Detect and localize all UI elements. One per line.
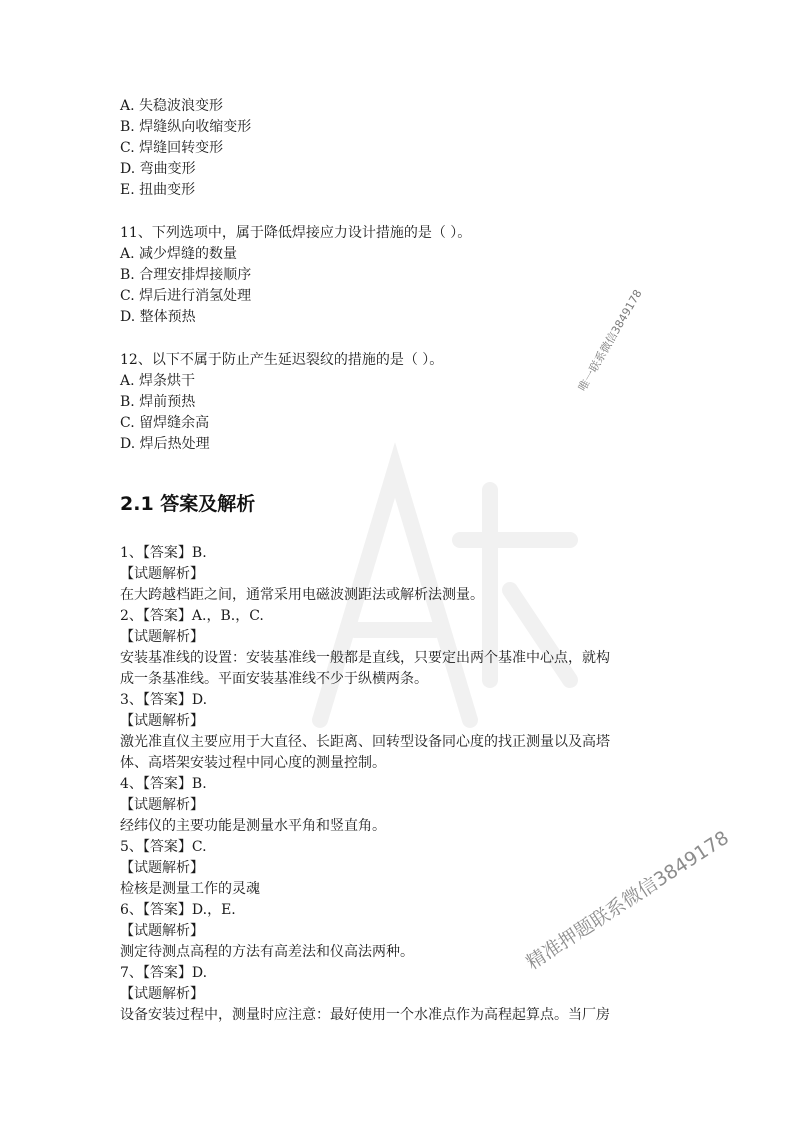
- answer-item-4: [120, 774, 700, 837]
- analysis-label: 【试题解析】: [120, 713, 204, 729]
- analysis-text: 安装基准线的设置：安装基准线一般都是直线，只要定出两个基准中心点，就构: [120, 650, 610, 666]
- option-a: A. 失稳波浪变形: [120, 98, 224, 114]
- analysis-label: 【试题解析】: [120, 797, 204, 813]
- answer-item-1: [120, 543, 700, 606]
- answer-item-2: [120, 606, 700, 690]
- section-heading: 2.1 答案及解析: [120, 493, 256, 515]
- analysis-label: 【试题解析】: [120, 566, 204, 582]
- answer-line: 1、【答案】B.: [120, 545, 207, 561]
- analysis-label: 【试题解析】: [120, 986, 204, 1002]
- watermark-small: 唯一联系微信3849178: [575, 287, 645, 394]
- analysis-label: 【试题解析】: [120, 923, 204, 939]
- option-a: A. 减少焊缝的数量: [120, 246, 238, 262]
- answer-line: 7、【答案】D.: [120, 965, 208, 981]
- analysis-text: 经纬仪的主要功能是测量水平角和竖直角。: [120, 818, 386, 834]
- analysis-text: 成一条基准线。平面安装基准线不少于纵横两条。: [120, 671, 428, 687]
- question-12: [120, 350, 700, 455]
- option-b: B. 焊缝纵向收缩变形: [120, 119, 252, 135]
- option-d: D. 焊后热处理: [120, 436, 210, 452]
- answer-line: 6、【答案】D.，E.: [120, 902, 236, 918]
- answer-item-3: [120, 690, 700, 774]
- page-content: [120, 96, 700, 1026]
- option-a: A. 焊条烘干: [120, 373, 196, 389]
- option-d: D. 整体预热: [120, 309, 196, 325]
- option-d: D. 弯曲变形: [120, 161, 196, 177]
- question-stem: 11、下列选项中，属于降低焊接应力设计措施的是（ ）。: [120, 225, 472, 241]
- option-e: E. 扭曲变形: [120, 182, 196, 198]
- option-b: B. 焊前预热: [120, 394, 196, 410]
- analysis-text: 激光准直仪主要应用于大直径、长距离、回转型设备同心度的找正测量以及高塔: [120, 734, 610, 750]
- previous-question-options: [120, 96, 700, 201]
- answer-line: 5、【答案】C.: [120, 839, 207, 855]
- option-c: C. 留焊缝余高: [120, 415, 210, 431]
- analysis-text: 体、高塔架安装过程中同心度的测量控制。: [120, 755, 386, 771]
- answer-item-7: [120, 963, 700, 1026]
- answer-line: 4、【答案】B.: [120, 776, 207, 792]
- answers-list: [120, 543, 700, 1026]
- answer-line: 2、【答案】A.，B.，C.: [120, 608, 264, 624]
- question-11: [120, 223, 700, 328]
- question-stem: 12、以下不属于防止产生延迟裂纹的措施的是（ ）。: [120, 352, 444, 368]
- watermark-large: 精准押题联系微信3849178: [522, 826, 733, 975]
- option-c: C. 焊缝回转变形: [120, 140, 224, 156]
- answer-line: 3、【答案】D.: [120, 692, 208, 708]
- analysis-text: 在大跨越档距之间，通常采用电磁波测距法或解析法测量。: [120, 587, 484, 603]
- analysis-text: 检核是测量工作的灵魂: [120, 881, 260, 897]
- option-b: B. 合理安排焊接顺序: [120, 267, 252, 283]
- analysis-label: 【试题解析】: [120, 860, 204, 876]
- analysis-text: 设备安装过程中，测量时应注意：最好使用一个水准点作为高程起算点。当厂房: [120, 1007, 610, 1023]
- analysis-text: 测定待测点高程的方法有高差法和仪高法两种。: [120, 944, 414, 960]
- analysis-label: 【试题解析】: [120, 629, 204, 645]
- option-c: C. 焊后进行消氢处理: [120, 288, 252, 304]
